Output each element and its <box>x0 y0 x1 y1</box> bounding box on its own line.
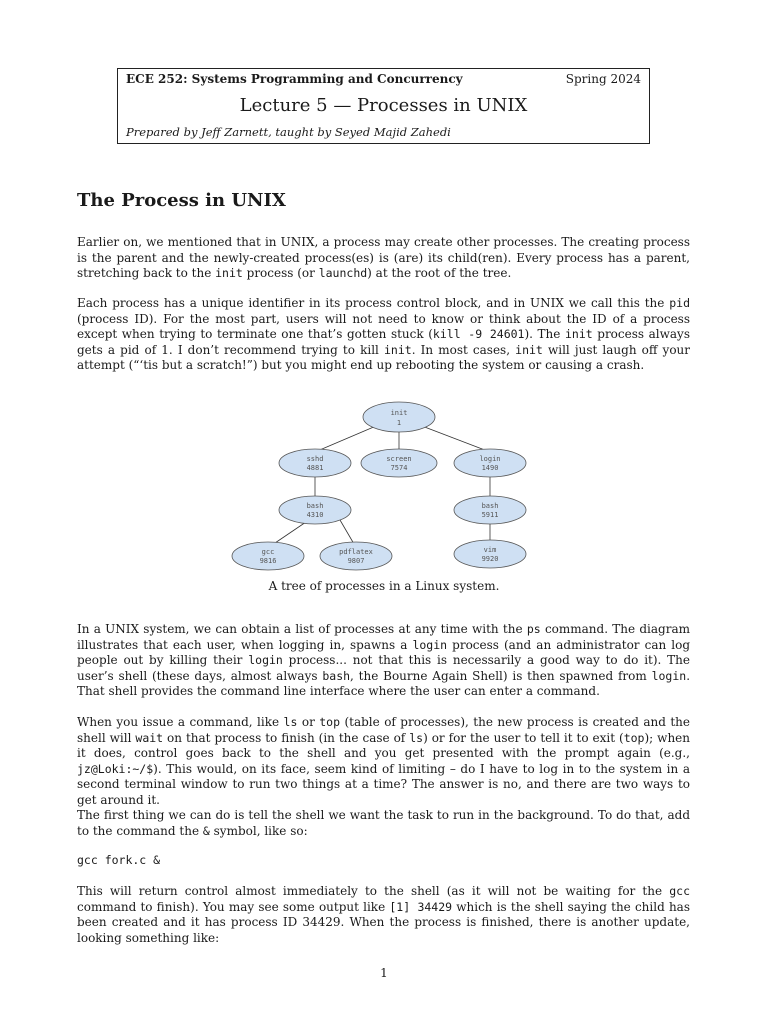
tree-edges <box>275 426 490 544</box>
page-number: 1 <box>380 966 388 980</box>
paragraph-pid: Each process has a unique identifier in its process control block, and in UNIX we call this the pid (process ID). For the most part, users will not need to know or think about the ID of a process except when trying to terminate one that’s gotten stuck (kill -9 24601). The init process always gets a pid of 1. I don’t recommend trying to kill init. In most cases, init will just laugh off your attempt (“‘tis but a scratch!”) but you might end up rebooting the system or causing a crash. <box>77 296 691 372</box>
term-label: Spring 2024 <box>565 72 641 86</box>
edge-init-sshd <box>315 426 376 452</box>
paragraph-ps: In a UNIX system, we can obtain a list of processes at any time with the ps command. The diagram illustrates that each user, when logging in, spawns a login process (and an administrator can log people out by killing their login process... not that this is necessarily a good way to do it). The user’s shell (these days, almost always bash, the Bourne Again Shell) is then spawned from login. That shell provides the command line interface where the user can enter a command. <box>77 622 691 698</box>
svg-text:1: 1 <box>396 419 402 427</box>
svg-text:init: init <box>390 409 408 417</box>
process-node-vim <box>454 540 526 568</box>
lecture-header <box>117 68 650 144</box>
svg-text:7574: 7574 <box>390 464 408 472</box>
svg-text:sshd: sshd <box>306 455 324 463</box>
paragraph-return-control: This will return control almost immediately to the shell (as it will not be waiting for the gcc command to finish). You may see some output like [1] 34429 which is the shell saying the child has been created and it has process ID 34429. When the process is finished, there is another update, looking something like: <box>77 884 690 945</box>
svg-text:bash: bash <box>481 502 499 510</box>
process-node-bash-5911 <box>454 496 526 524</box>
process-node-login <box>454 449 526 477</box>
section-heading: The Process in UNIX <box>77 190 286 211</box>
edge-bash-pdflatex <box>340 520 354 544</box>
process-node-gcc <box>232 542 304 570</box>
lecture-title: Lecture 5 — Processes in UNIX <box>239 95 528 116</box>
diagram-caption: A tree of processes in a Linux system. <box>268 579 500 593</box>
author-credit: Prepared by Jeff Zarnett, taught by Seyed Majid Zahedi <box>126 125 451 139</box>
svg-text:1490: 1490 <box>481 464 499 472</box>
paragraph-background: The first thing we can do is tell the shell we want the task to run in the background. To do that, add to the command the & symbol, like so: <box>77 808 690 838</box>
process-node-bash-4310 <box>279 496 351 524</box>
svg-text:screen: screen <box>386 455 412 463</box>
svg-text:4310: 4310 <box>306 511 324 519</box>
svg-text:bash: bash <box>306 502 324 510</box>
svg-text:login: login <box>479 455 501 463</box>
course-title: ECE 252: Systems Programming and Concurrency <box>126 72 463 86</box>
process-node-screen <box>361 449 437 477</box>
process-node-pdflatex <box>320 542 392 570</box>
svg-text:4881: 4881 <box>306 464 324 472</box>
paragraph-commands: When you issue a command, like ls or top (table of processes), the new process is created and the shell will wait on that process to finish (in the case of ls) or for the user to tell it to exit (top); when it does, control goes back to the shell and you get presented with the prompt again (e.g., jz@Loki:~/$). This would, on its face, seem kind of limiting – do I have to log in to the system in a second terminal window to run two things at a time? The answer is no, and there are two ways to get around it. <box>77 715 691 807</box>
process-node-sshd <box>279 449 351 477</box>
process-node-init <box>363 402 435 432</box>
edge-init-login <box>422 426 490 452</box>
svg-text:5911: 5911 <box>481 511 499 519</box>
svg-text:pdflatex: pdflatex <box>339 548 373 556</box>
edge-bash-gcc <box>275 522 306 543</box>
code-example: gcc fork.c & <box>77 853 161 867</box>
svg-text:9816: 9816 <box>259 557 277 565</box>
process-tree-diagram <box>228 400 540 575</box>
paragraph-intro: Earlier on, we mentioned that in UNIX, a process may create other processes. The creating process is the parent and the newly-created process(es) is (are) its child(ren). Every process has a parent, stretching back to the init process (or launchd) at the root of the tree. <box>77 235 690 280</box>
svg-text:9807: 9807 <box>347 557 365 565</box>
code-init: init <box>215 266 243 280</box>
code-launchd: launchd <box>318 266 368 280</box>
svg-text:9920: 9920 <box>481 555 499 563</box>
svg-text:vim: vim <box>483 546 497 554</box>
svg-text:gcc: gcc <box>261 548 275 556</box>
